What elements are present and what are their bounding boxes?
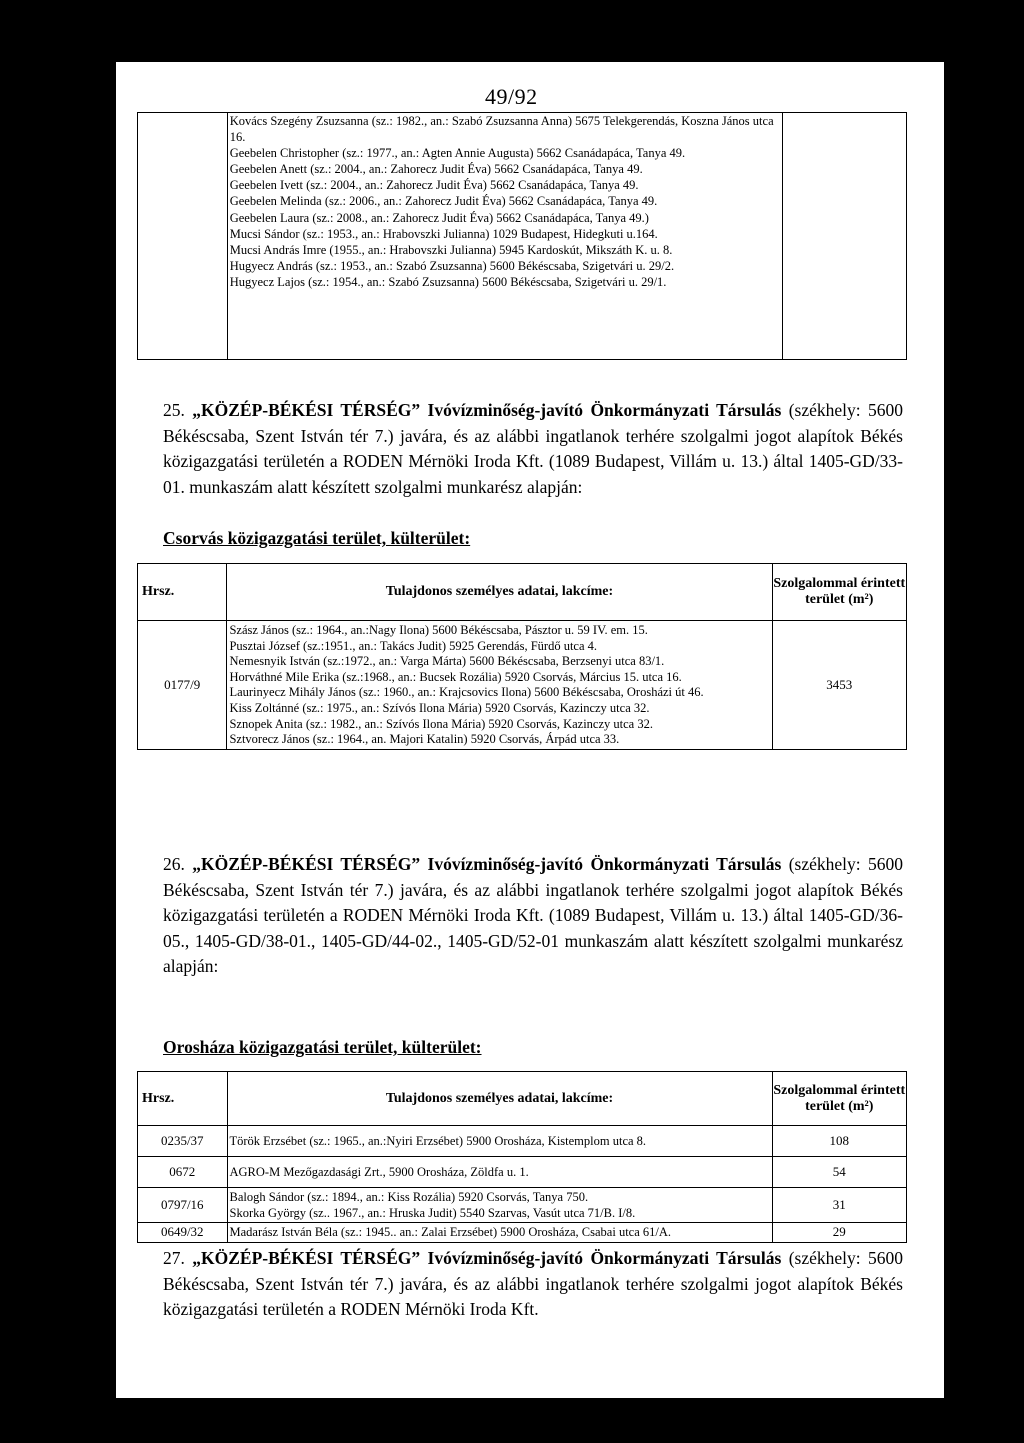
owner-entry: AGRO-M Mezőgazdasági Zrt., 5900 Orosháza, Zöldfa u. 1. [229, 1164, 529, 1179]
table-row [138, 1188, 907, 1223]
area-cell: 29 [772, 1223, 906, 1243]
area-cell: 31 [772, 1188, 906, 1223]
section-25 [163, 398, 903, 500]
section-26 [163, 852, 903, 980]
header-area: Szolgalommal érintett terület (m²) [772, 564, 907, 621]
section-organization: „KÖZÉP-BÉKÉSI TÉRSÉG” Ivóvízminőség-javító Önkormányzati Társulás [192, 400, 782, 420]
table-row [138, 1157, 907, 1188]
owner-entry: Madarász István Béla (sz.: 1945.. an.: Zalai Erzsébet) 5900 Orosháza, Csabai utca 61/A. [229, 1225, 672, 1240]
table-header-row [138, 1072, 907, 1126]
owner-entry: Balogh Sándor (sz.: 1894., an.: Kiss Rozália) 5920 Csorvás, Tanya 750. [229, 1190, 589, 1204]
owner-entry: Pusztai József (sz.:1951., an.: Takács Judit) 5925 Gerendás, Fürdő utca 4. [229, 638, 598, 653]
area-cell: 54 [772, 1157, 906, 1188]
owner-entry: Horváthné Mile Erika (sz.:1968., an.: Bucsek Rozália) 5920 Csorvás, Március 15. utca 16. [229, 669, 682, 684]
area-cell [783, 113, 907, 360]
hrsz-cell: 0797/16 [138, 1188, 228, 1223]
header-hrsz: Hrsz. [138, 1072, 228, 1126]
owner-entry: Hugyecz András (sz.: 1953., an.: Szabó Zsuzsanna) 5600 Békéscsaba, Szigetvári u. 29/2. [229, 258, 675, 273]
section-26-heading: Orosháza közigazgatási terület, külterület: [163, 1037, 482, 1057]
owner-entry: Kiss Zoltánné (sz.: 1975., an.: Szívós Ilona Mária) 5920 Csorvás, Kazinczy utca 32. [229, 700, 650, 715]
section-number: 25. [163, 400, 185, 420]
owner-entry: Geebelen Anett (sz.: 2004., an.: Zahorecz Judit Éva) 5662 Csanádapáca, Tanya 49. [229, 162, 643, 177]
section-organization: „KÖZÉP-BÉKÉSI TÉRSÉG” Ivóvízminőség-javító Önkormányzati Társulás [192, 1248, 782, 1268]
section-27 [163, 1246, 903, 1323]
hrsz-cell [138, 113, 228, 360]
owner-entry: Hugyecz Lajos (sz.: 1954., an.: Szabó Zsuzsanna) 5600 Békéscsaba, Szigetvári u. 29/1. [229, 274, 667, 289]
owner-entry: Mucsi Sándor (sz.: 1953., an.: Hrabovszki Julianna) 1029 Budapest, Hidegkuti u.164. [229, 226, 658, 241]
owner-entry: Sznopek Anita (sz.: 1982., an.: Szívós Ilona Mária) 5920 Csorvás, Kazinczy utca 32. [229, 716, 653, 731]
owner-entry: Laurinyecz Mihály János (sz.: 1960., an.: Krajcsovics Ilona) 5600 Békéscsaba, Orosházi út 46. [229, 685, 704, 700]
owners-cell [227, 113, 783, 360]
owners-cell [227, 621, 772, 750]
table-row [138, 1126, 907, 1157]
section-organization: „KÖZÉP-BÉKÉSI TÉRSÉG” Ivóvízminőség-javító Önkormányzati Társulás [192, 854, 782, 874]
section-number: 26. [163, 854, 185, 874]
hrsz-cell: 0235/37 [138, 1126, 228, 1157]
header-area: Szolgalommal érintett terület (m²) [772, 1072, 906, 1126]
owners-cell [227, 1188, 772, 1223]
header-hrsz: Hrsz. [138, 564, 227, 621]
table-header-row [138, 564, 907, 621]
page-number: 49/92 [485, 84, 538, 109]
area-cell: 3453 [772, 621, 907, 750]
section-body: (székhely: 5600 Békéscsaba, Szent István tér 7.) javára, és az alábbi ingatlanok terhére szolgalmi jogot alapítok Békés közigazgatási területén a RODEN Mérnöki Iroda Kft. [163, 1248, 904, 1319]
owner-entry: Geebelen Laura (sz.: 2008., an.: Zahorecz Judit Éva) 5662 Csanádapáca, Tanya 49.) [229, 210, 649, 225]
hrsz-cell: 0177/9 [138, 621, 227, 750]
owner-entry: Geebelen Melinda (sz.: 2006., an.: Zahorecz Judit Éva) 5662 Csanádapáca, Tanya 49. [229, 194, 658, 209]
owners-continuation-table [137, 112, 907, 360]
owners-cell [227, 1157, 772, 1188]
owner-entry: Mucsi András Imre (1955., an.: Hrabovszki Julianna) 5945 Kardoskút, Mikszáth K. u. 8. [229, 242, 673, 257]
owner-entry: Török Erzsébet (sz.: 1965., an.:Nyiri Erzsébet) 5900 Orosháza, Kistemplom utca 8. [229, 1133, 647, 1148]
section-body: (székhely: 5600 Békéscsaba, Szent István tér 7.) javára, és az alábbi ingatlanok terhére szolgalmi jogot alapítok Békés közigazgatási területén a RODEN Mérnöki Iroda Kft. (1089 Budapest, Villám u. 13.) által 1405-GD/36-05., 1405-GD/38-01., 1405-GD/44-02., 1405-GD/52-01 munkaszám alatt készített szolgalmi munkarész alapján: [163, 854, 904, 976]
owners-cell [227, 1223, 772, 1243]
section-25-heading: Csorvás közigazgatási terület, külterület: [163, 528, 471, 548]
owner-entry: Kovács Szegény Zsuzsanna (sz.: 1982., an.: Szabó Zsuzsanna Anna) 5675 Telekgerendás, Koszna János utca 16. [229, 114, 774, 145]
owner-entry: Skorka György (sz.. 1967., an.: Hruska Judit) 5540 Szarvas, Vasút utca 71/B. I/8. [229, 1205, 636, 1220]
area-cell: 108 [772, 1126, 906, 1157]
owner-entry: Szász János (sz.: 1964., an.:Nagy Ilona) 5600 Békéscsaba, Pásztor u. 59 IV. em. 15. [229, 623, 648, 637]
section-body: (székhely: 5600 Békéscsaba, Szent István tér 7.) javára, és az alábbi ingatlanok terhére szolgalmi jogot alapítok Békés közigazgatási területén a RODEN Mérnöki Iroda Kft. (1089 Budapest, Villám u. 13.) által 1405-GD/33-01. munkaszám alatt készített szolgalmi munkarész alapján: [163, 400, 904, 497]
owner-entry: Sztvorecz János (sz.: 1964., an. Majori Katalin) 5920 Csorvás, Árpád utca 33. [229, 732, 620, 747]
header-owner: Tulajdonos személyes adatai, lakcíme: [227, 1072, 772, 1126]
owner-entry: Geebelen Christopher (sz.: 1977., an.: Agten Annie Augusta) 5662 Csanádapáca, Tanya 49. [229, 146, 686, 161]
table-row [138, 621, 907, 750]
table-row [138, 113, 907, 360]
hrsz-cell: 0672 [138, 1157, 228, 1188]
hrsz-cell: 0649/32 [138, 1223, 228, 1243]
header-owner: Tulajdonos személyes adatai, lakcíme: [227, 564, 772, 621]
oroshaza-table [137, 1071, 907, 1243]
owner-entry: Geebelen Ivett (sz.: 2004., an.: Zahorecz Judit Éva) 5662 Csanádapáca, Tanya 49. [229, 178, 639, 193]
table-row [138, 1223, 907, 1243]
owner-entry: Nemesnyik István (sz.:1972., an.: Varga Márta) 5600 Békéscsaba, Berzsenyi utca 83/1. [229, 654, 665, 669]
csorvas-table [137, 563, 907, 750]
owners-cell [227, 1126, 772, 1157]
section-number: 27. [163, 1248, 185, 1268]
